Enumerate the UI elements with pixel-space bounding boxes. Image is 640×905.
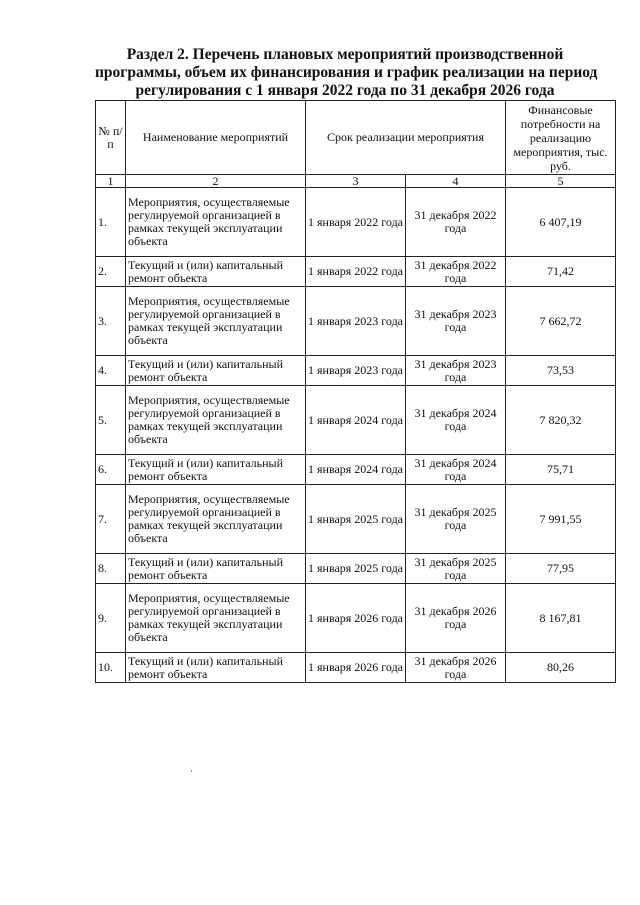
table-row <box>96 554 616 584</box>
start-date: 1 января 2022 года <box>306 188 406 257</box>
header-term: Срок реализации мероприятия <box>306 101 506 175</box>
activity-name: Мероприятия, осуществляемые регулируемой организацией в рамках текущей эксплуатации объекта <box>126 485 306 554</box>
title-line-2: программы, объем их финансирования и график реализации на период <box>95 64 598 81</box>
financing-amount: 7 662,72 <box>506 287 616 356</box>
start-date: 1 января 2026 года <box>306 584 406 653</box>
column-index: 2 <box>126 175 306 188</box>
row-number: 10. <box>96 653 126 683</box>
activity-name: Мероприятия, осуществляемые регулируемой организацией в рамках текущей эксплуатации объекта <box>126 287 306 356</box>
column-index: 3 <box>306 175 406 188</box>
end-date: 31 декабря 2022 года <box>406 188 506 257</box>
table-row <box>96 356 616 386</box>
end-date: 31 декабря 2023 года <box>406 356 506 386</box>
table-row <box>96 653 616 683</box>
start-date: 1 января 2026 года <box>306 653 406 683</box>
table-row <box>96 455 616 485</box>
header-financing: Финансовые потребности на реализацию мероприятия, тыс. руб. <box>506 101 616 175</box>
column-index: 1 <box>96 175 126 188</box>
end-date: 31 декабря 2024 года <box>406 386 506 455</box>
row-number: 6. <box>96 455 126 485</box>
activity-name: Текущий и (или) капитальный ремонт объекта <box>126 554 306 584</box>
column-index-row <box>96 175 616 188</box>
scan-speck <box>191 770 192 772</box>
column-index: 5 <box>506 175 616 188</box>
row-number: 5. <box>96 386 126 455</box>
row-number: 8. <box>96 554 126 584</box>
header-row <box>96 101 616 175</box>
activities-table <box>95 100 616 683</box>
financing-amount: 80,26 <box>506 653 616 683</box>
row-number: 7. <box>96 485 126 554</box>
table-row <box>96 257 616 287</box>
title-line-1: Раздел 2. Перечень плановых мероприятий производственной <box>126 46 564 63</box>
start-date: 1 января 2024 года <box>306 455 406 485</box>
end-date: 31 декабря 2025 года <box>406 485 506 554</box>
table-row <box>96 188 616 257</box>
table-row <box>96 386 616 455</box>
financing-amount: 75,71 <box>506 455 616 485</box>
financing-amount: 77,95 <box>506 554 616 584</box>
activity-name: Текущий и (или) капитальный ремонт объекта <box>126 257 306 287</box>
financing-amount: 8 167,81 <box>506 584 616 653</box>
header-name: Наименование мероприятий <box>126 101 306 175</box>
financing-amount: 71,42 <box>506 257 616 287</box>
start-date: 1 января 2024 года <box>306 386 406 455</box>
end-date: 31 декабря 2025 года <box>406 554 506 584</box>
table-row <box>96 287 616 356</box>
section-title <box>95 46 598 100</box>
table-row <box>96 584 616 653</box>
end-date: 31 декабря 2026 года <box>406 584 506 653</box>
start-date: 1 января 2025 года <box>306 485 406 554</box>
column-index: 4 <box>406 175 506 188</box>
activity-name: Текущий и (или) капитальный ремонт объекта <box>126 356 306 386</box>
row-number: 1. <box>96 188 126 257</box>
end-date: 31 декабря 2023 года <box>406 287 506 356</box>
row-number: 2. <box>96 257 126 287</box>
start-date: 1 января 2023 года <box>306 356 406 386</box>
header-num: № п/п <box>96 101 126 175</box>
financing-amount: 6 407,19 <box>506 188 616 257</box>
row-number: 3. <box>96 287 126 356</box>
financing-amount: 7 820,32 <box>506 386 616 455</box>
row-number: 4. <box>96 356 126 386</box>
start-date: 1 января 2023 года <box>306 287 406 356</box>
title-line-3: регулирования с 1 января 2022 года по 31 декабря 2026 года <box>135 82 555 99</box>
start-date: 1 января 2025 года <box>306 554 406 584</box>
activity-name: Мероприятия, осуществляемые регулируемой организацией в рамках текущей эксплуатации объекта <box>126 188 306 257</box>
activity-name: Текущий и (или) капитальный ремонт объекта <box>126 455 306 485</box>
activity-name: Мероприятия, осуществляемые регулируемой организацией в рамках текущей эксплуатации объекта <box>126 584 306 653</box>
row-number: 9. <box>96 584 126 653</box>
end-date: 31 декабря 2022 года <box>406 257 506 287</box>
end-date: 31 декабря 2024 года <box>406 455 506 485</box>
financing-amount: 73,53 <box>506 356 616 386</box>
start-date: 1 января 2022 года <box>306 257 406 287</box>
financing-amount: 7 991,55 <box>506 485 616 554</box>
table-row <box>96 485 616 554</box>
activity-name: Мероприятия, осуществляемые регулируемой организацией в рамках текущей эксплуатации объекта <box>126 386 306 455</box>
end-date: 31 декабря 2026 года <box>406 653 506 683</box>
activity-name: Текущий и (или) капитальный ремонт объекта <box>126 653 306 683</box>
